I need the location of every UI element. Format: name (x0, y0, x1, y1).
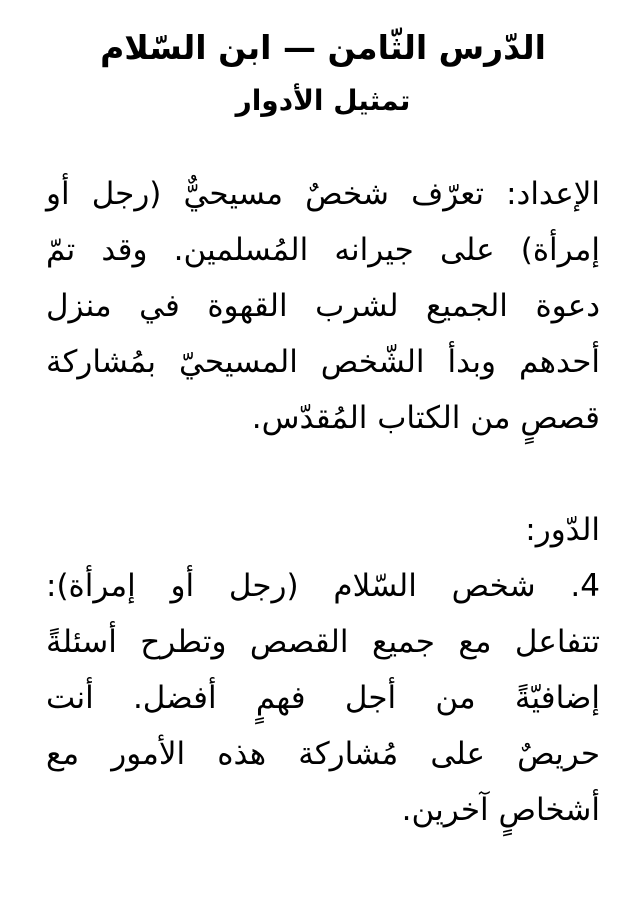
role-line: حريصٌ على مُشاركة هذه الأمور مع (46, 736, 600, 772)
setup-line: دعوة الجميع لشرب القهوة في منزل (46, 288, 600, 324)
setup-line: قصصٍ من الكتاب المُقدّس. (251, 400, 600, 436)
setup-paragraph (46, 166, 600, 446)
role-line: تتفاعل مع جميع القصص وتطرح أسئلةً (46, 624, 600, 660)
lesson-title: الدّرس الثّامن — ابن السّلام (100, 28, 546, 67)
role-heading: الدّور: (525, 512, 600, 548)
lesson-subtitle: تمثيل الأدوار (235, 84, 411, 117)
role-line: أشخاصٍ آخرين. (401, 792, 600, 828)
setup-line: الإعداد: تعرّف شخصٌ مسيحيٌّ (رجل أو (46, 176, 600, 212)
setup-line: إمرأة) على جيرانه المُسلمين. وقد تمّ (46, 232, 600, 268)
role-line: إضافيّةً من أجل فهمٍ أفضل. أنت (46, 680, 600, 716)
role-line: 4. شخص السّلام (رجل أو إمرأة): (46, 568, 600, 604)
setup-line: أحدهم وبدأ الشّخص المسيحيّ بمُشاركة (46, 344, 600, 380)
role-paragraph (46, 558, 600, 838)
